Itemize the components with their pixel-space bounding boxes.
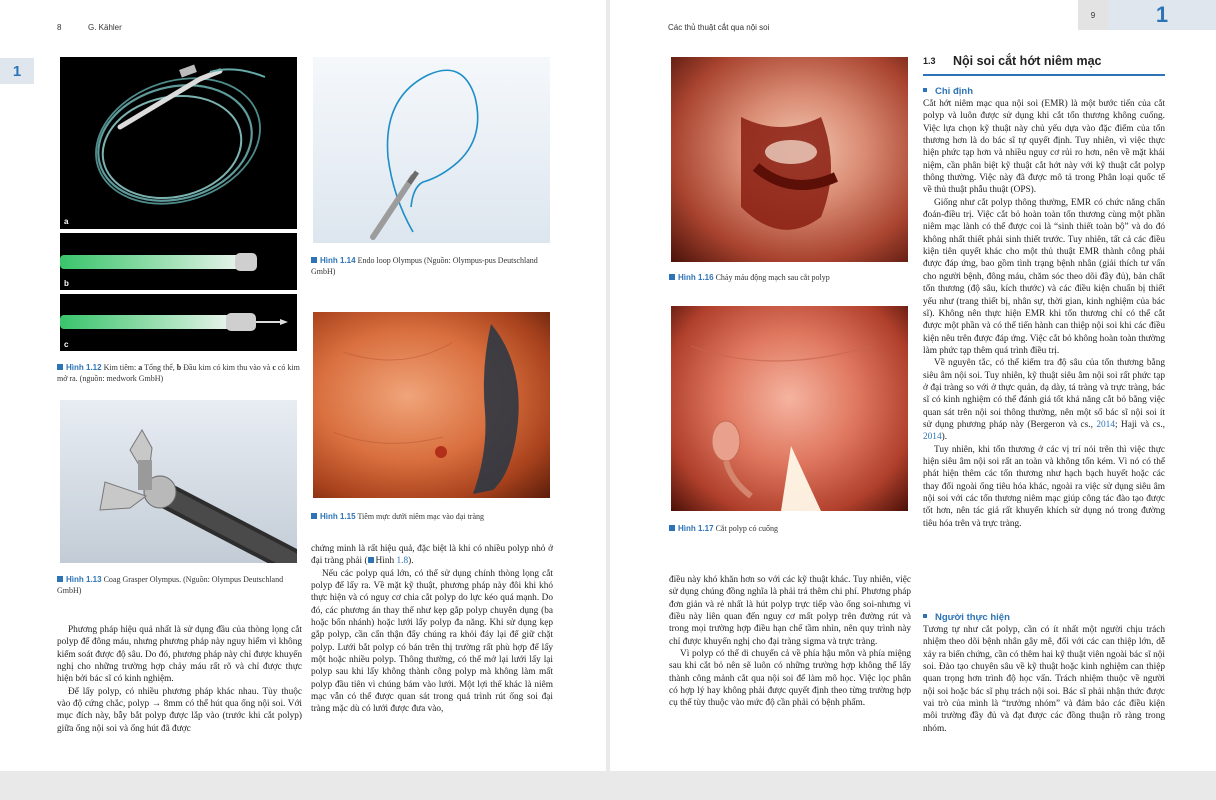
- paragraph: Giống như cắt polyp thông thường, EMR có chức năng chẩn đoán-điều trị. Việc cắt bỏ hoàn toàn tổn thương cùng một phần niêm mạc lành có thể được coi là “sinh thiết toàn bộ” và do đó không nhất thiết phải sinh thiết trước. Tuy nhiên, tất cả các điều kiện tiên quyết khác cho một thủ thuật EMR thành công phải được đáp ứng, bao gồm tình trạng bệnh nhân (giải thích tư vấn cho người bệnh, đông máu, chăm sóc theo dõi đầy đủ), bản chất tổn thương (độ sâu, kích thước) và các điều kiện chuẩn bị thiết yếu như (trang thiết bị, nhân sự, thời gian, kinh nghiệm của bác sĩ). Không nên thực hiện EMR khi tổn thương chỉ có thể cắt được một phần và có thể tiến hành can thiệp nội soi khi các điều kiện nêu trên được đáp ứng. Việc cắt bỏ không hoàn toàn thường làm phức tạp thêm quá trình điều trị.: [923, 197, 1165, 356]
- panel-letter-b: b: [64, 279, 69, 288]
- bullet-square-icon: [923, 88, 927, 92]
- figure-1-16-caption: Hình 1.16 Chảy máu động mạch sau cắt polyp: [669, 273, 914, 284]
- figure-1-13-image: [60, 400, 297, 563]
- paragraph: Vì polyp có thể di chuyển cả về phía hậu môn và phía miệng sau khi cắt bỏ nên sẽ luôn có những trường hợp không thể lấy thành công mảnh cắt qua nội soi để làm mô học. Việc lọc phân có hợp lý hay không phải được quyết định theo từng trường hợp cụ thể tùy thuộc vào mức độ cần phải có bệnh phẩm.: [669, 649, 911, 709]
- figure-1-12b-image: [60, 233, 297, 290]
- section-text-1: [923, 98, 1165, 530]
- figure-ref-link[interactable]: 1.8: [396, 556, 409, 567]
- paragraph: Nếu các polyp quá lớn, có thể sử dụng chính thòng lọng cắt polyp để lấy ra. Về mặt kỹ thuật, phương pháp này đôi khi khó thực hiện và có nguy cơ chia cắt polyp do lực kéo quá mạnh. Do đó, các phương án thay thế như kẹp gắp polyp chuyên dụng (ba hoặc bốn nhánh) hoặc lưới lấy polyp đa năng. Khi sử dụng kẹp gắp polyp, cần cẩn thận đẩy chúng ra khỏi đáy lại để giữ chặt polyp. Lưới bắt polyp có bán trên thị trường rất phù hợp để lấy một hoặc nhiều polyp. Thông thường, có thể mở lại lưới lấy lại polyp sau khi lấy không thành công polyp mà không làm mất polyp đầu tiên vì chúng bám vào lưới. Một lợi thế khác là niêm mạc vẫn có thể được quan sát trong quá trình rút ống soi đại tràng mặc dù có lưới được đưa vào,: [311, 568, 553, 715]
- figure-1-17-caption: Hình 1.17 Cắt polyp có cuống: [669, 524, 914, 535]
- left-page: [0, 0, 606, 771]
- paragraph: Cắt hớt niêm mạc qua nội soi (EMR) là một bước tiến của cắt polyp và luôn được sử dụng khi cắt tổn thương không cuống. Việc lựa chọn kỹ thuật này chủ yếu dựa vào đặc điểm của tổn thương hơn là do bác sĩ tự quyết định. Tuy nhiên, vì việc thực hiện phức tạp hơn và nhiều nguy cơ rủi ro hơn, nên về mặt khái niệm, cần phân biệt kỹ thuật cắt hớt này với kỹ thuật cắt polyp thông thường. Việc này đã được mô tả trong Phân loại quốc tế về thủ thuật phẫu thuật (OPS).: [923, 99, 1165, 196]
- figure-1-16-image: [671, 57, 908, 262]
- paragraph: Về nguyên tắc, có thể kiểm tra độ sâu của tổn thương bằng siêu âm nội soi. Tuy nhiên, kỹ thuật siêu âm nội soi rất phức tạp ở đại tràng so với ở thực quản, dạ dày, tá tràng và trực tràng, bác sĩ có kinh nghiệm có thể đánh giá tốt khả năng cắt bỏ bằng việc quan sát trên nội soi thông thường, nên một số bác sĩ nội soi ít sử dụng phương pháp này (Bergeron và cs., 2014; Haji và cs., 2014).: [923, 358, 1165, 443]
- left-column-text: [669, 574, 911, 710]
- caption-marker-icon: [311, 513, 317, 519]
- chapter-tab-left: 1: [0, 58, 34, 84]
- figure-1-12-caption: Hình 1.12 Kim tiêm: a Tổng thể, b Đầu kim có kim thu vào và c có kim mở ra. (nguồn: medwork GmbH): [57, 363, 300, 383]
- figure-1-15-image: [313, 312, 550, 498]
- figure-1-15-caption: Hình 1.15 Tiêm mực dưới niêm mạc vào đại tràng: [311, 512, 556, 523]
- figure-1-12c-image: [60, 294, 297, 351]
- citation-link[interactable]: 2014: [923, 432, 942, 443]
- citation-link[interactable]: 2014: [1096, 419, 1115, 430]
- subheading-indications: Chỉ định: [923, 86, 973, 97]
- right-page: [610, 0, 1216, 771]
- paragraph: Tương tự như cắt polyp, cần có ít nhất một người chịu trách nhiệm theo dõi bệnh nhân gây mê, đối với các can thiệp lớn, dễ xảy ra biến chứng, cần có thêm hai kỹ thuật viên ngoài bác sĩ nội soi. Đào tạo chuyên sâu về kỹ thuật hoặc kinh nghiệm can thiệp quan trọng hơn trình độ học vấn. Trách nhiệm thuộc về người nội soi hoặc bác sĩ phụ trách nội soi. Bác sĩ phải nhận thức được vai trò của mình là “trưởng nhóm” và đảm bảo các điều kiện môi trường đầy đủ và đạt được các đồng thuận rõ ràng trong nhóm.: [923, 625, 1165, 734]
- needle-tip-extended-drawing: [60, 294, 297, 351]
- left-column-text: [57, 624, 302, 735]
- author-running-head: G. Kähler: [88, 23, 122, 32]
- arterial-bleeding-drawing: [671, 57, 908, 262]
- section-rule: [923, 74, 1165, 76]
- caption-marker-icon: [669, 525, 675, 531]
- running-head-right: Các thủ thuật cắt qua nội soi: [668, 23, 770, 32]
- subheading-performer: Người thực hiện: [923, 612, 1010, 623]
- chapter-tab-right: 1: [1108, 0, 1216, 30]
- panel-letter-a: a: [64, 217, 69, 226]
- paragraph: Phương pháp hiệu quả nhất là sử dụng đầu của thòng lọng cắt polyp để đông máu, nhưng phương pháp này nguy hiểm vì không kiểm soát được độ sâu. Do đó, phương pháp này chỉ được khuyến nghị cho những trường hợp chảy máu rất rõ và chỉ được thực hiện bởi bác sĩ có kinh nghiệm.: [57, 625, 302, 685]
- needle-tip-retracted-drawing: [60, 233, 297, 290]
- section-text-2: [923, 624, 1165, 735]
- page-number-right: 9: [1078, 0, 1108, 30]
- figure-ref-icon: [368, 557, 374, 563]
- panel-letter-c: c: [64, 340, 69, 349]
- section-title: Nội soi cắt hớt niêm mạc: [953, 54, 1102, 68]
- section-number: 1.3: [923, 56, 936, 66]
- figure-1-13-caption: Hình 1.13 Coag Grasper Olympus. (Nguồn: Olympus Deutschland GmbH): [57, 575, 284, 595]
- caption-marker-icon: [57, 576, 63, 582]
- right-column-text: [311, 543, 553, 716]
- paragraph: Để lấy polyp, có nhiều phương pháp khác nhau. Tùy thuộc vào độ cứng chắc, polyp → 8mm có thể hút qua ống nội soi. Với mục đích này, bẫy bắt polyp được lắp vào (trước khi cắt polyp) giữa ống nội soi và ống hút đã được: [57, 686, 302, 734]
- page-number-left: 8: [57, 23, 62, 32]
- figure-1-17-image: [671, 306, 908, 511]
- paragraph: Tuy nhiên, khi tổn thương ở các vị trí nói trên thì việc thực hiện siêu âm nội soi rất an toàn và không tốn kém. Vì nó có thể phát hiện thêm các tổn thương như hạch bạch huyết hoặc các thay đổi ngoài ống tiêu hóa khác, ngoài ra việc sử dụng siêu âm nội soi với các tổn thương niêm mạc giúp công tác đào tạo được tốt hơn, nên tác giả rất khuyến khích sử dụng nó trong đường tiêu hóa trên và trực tràng.: [923, 444, 1165, 529]
- paragraph: điều này khó khăn hơn so với các kỹ thuật khác. Tuy nhiên, việc sử dụng chúng đồng nghĩa là phải trả thêm chi phí. Phương pháp đơn giản và rẻ nhất là hút polyp trực tiếp vào ống soi-nhưng vì điều này liên quan đến nguy cơ mất polyp trên đường rút và trong mọi trường hợp điều hạn chế tầm nhìn, nên quy trình này chỉ được khuyến nghị cho đại tràng sigma và trực tràng.: [669, 575, 911, 647]
- caption-marker-icon: [669, 274, 675, 280]
- endo-loop-drawing: [313, 57, 550, 243]
- colon-ink-injection-drawing: [313, 312, 550, 498]
- pedunculated-polyp-drawing: [671, 306, 908, 511]
- bullet-square-icon: [923, 614, 927, 618]
- coag-grasper-drawing: [60, 400, 297, 563]
- figure-1-14-image: [313, 57, 550, 243]
- figure-1-14-caption: Hình 1.14 Endo loop Olympus (Nguồn: Olympus-pus Deutschland GmbH): [311, 256, 538, 276]
- caption-marker-icon: [311, 257, 317, 263]
- caption-marker-icon: [57, 364, 63, 370]
- figure-1-12a-image: [60, 57, 297, 229]
- paragraph: chứng minh là rất hiệu quả, đặc biệt là khi có nhiều polyp nhỏ ở đại tràng phải ( Hình 1.8).: [311, 544, 553, 567]
- injection-needle-coil-drawing: [60, 57, 297, 229]
